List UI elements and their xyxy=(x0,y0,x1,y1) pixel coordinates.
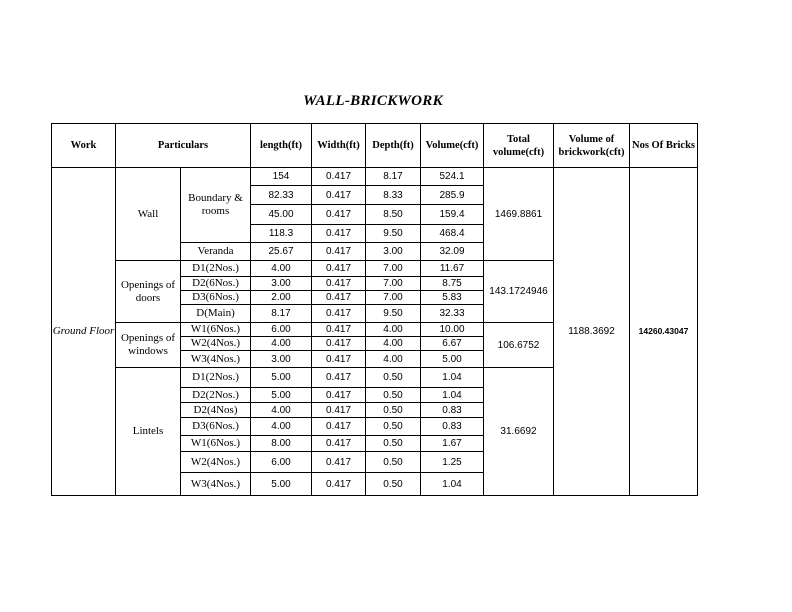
depth-cell: 8.17 xyxy=(366,168,421,186)
length-cell: 118.3 xyxy=(251,225,312,243)
depth-cell: 4.00 xyxy=(366,337,421,351)
header-length: length(ft) xyxy=(251,124,312,168)
group-name-cell: Wall xyxy=(116,168,181,261)
width-cell: 0.417 xyxy=(312,368,366,388)
volume-cell: 1.25 xyxy=(421,452,484,473)
depth-cell: 0.50 xyxy=(366,388,421,403)
length-cell: 82.33 xyxy=(251,186,312,205)
length-cell: 45.00 xyxy=(251,205,312,225)
header-depth: Depth(ft) xyxy=(366,124,421,168)
item-cell: W2(4Nos.) xyxy=(181,452,251,473)
depth-cell: 4.00 xyxy=(366,351,421,368)
length-cell: 3.00 xyxy=(251,277,312,291)
length-cell: 154 xyxy=(251,168,312,186)
group-total-cell: 143.1724946 xyxy=(484,261,554,323)
length-cell: 5.00 xyxy=(251,368,312,388)
item-cell: D1(2Nos.) xyxy=(181,368,251,388)
depth-cell: 7.00 xyxy=(366,291,421,305)
width-cell: 0.417 xyxy=(312,403,366,418)
header-total-volume: Total volume(cft) xyxy=(484,124,554,168)
volume-cell: 32.33 xyxy=(421,305,484,323)
page-title: WALL-BRICKWORK xyxy=(303,93,443,109)
group-name-cell: Openings of windows xyxy=(116,323,181,368)
length-cell: 3.00 xyxy=(251,351,312,368)
width-cell: 0.417 xyxy=(312,205,366,225)
width-cell: 0.417 xyxy=(312,436,366,452)
depth-cell: 7.00 xyxy=(366,261,421,277)
item-cell: D2(4Nos) xyxy=(181,403,251,418)
width-cell: 0.417 xyxy=(312,337,366,351)
length-cell: 5.00 xyxy=(251,388,312,403)
width-cell: 0.417 xyxy=(312,261,366,277)
brickwork-table xyxy=(51,123,698,496)
table-row xyxy=(52,168,698,186)
depth-cell: 0.50 xyxy=(366,473,421,496)
volume-cell: 32.09 xyxy=(421,243,484,261)
subgroup-name-cell: Boundary & rooms xyxy=(181,168,251,243)
length-cell: 4.00 xyxy=(251,403,312,418)
volume-cell: 285.9 xyxy=(421,186,484,205)
width-cell: 0.417 xyxy=(312,291,366,305)
width-cell: 0.417 xyxy=(312,243,366,261)
header-particulars: Particulars xyxy=(116,124,251,168)
depth-cell: 4.00 xyxy=(366,323,421,337)
width-cell: 0.417 xyxy=(312,186,366,205)
header-work: Work xyxy=(52,124,116,168)
volume-cell: 1.04 xyxy=(421,388,484,403)
item-cell: W2(4Nos.) xyxy=(181,337,251,351)
length-cell: 25.67 xyxy=(251,243,312,261)
item-cell: D3(6Nos.) xyxy=(181,291,251,305)
depth-cell: 0.50 xyxy=(366,452,421,473)
depth-cell: 9.50 xyxy=(366,305,421,323)
header-nos-bricks: Nos Of Bricks xyxy=(630,124,698,168)
item-cell: W1(6Nos.) xyxy=(181,323,251,337)
item-cell: D1(2Nos.) xyxy=(181,261,251,277)
group-total-cell: 106.6752 xyxy=(484,323,554,368)
width-cell: 0.417 xyxy=(312,473,366,496)
group-total-cell: 31.6692 xyxy=(484,368,554,496)
volume-cell: 10.00 xyxy=(421,323,484,337)
volume-cell: 11.67 xyxy=(421,261,484,277)
length-cell: 6.00 xyxy=(251,452,312,473)
depth-cell: 3.00 xyxy=(366,243,421,261)
length-cell: 4.00 xyxy=(251,418,312,436)
item-cell: W1(6Nos.) xyxy=(181,436,251,452)
length-cell: 8.00 xyxy=(251,436,312,452)
depth-cell: 8.33 xyxy=(366,186,421,205)
width-cell: 0.417 xyxy=(312,452,366,473)
volume-cell: 524.1 xyxy=(421,168,484,186)
volume-cell: 1.04 xyxy=(421,368,484,388)
header-row xyxy=(52,124,698,168)
length-cell: 5.00 xyxy=(251,473,312,496)
item-cell: W3(4Nos.) xyxy=(181,473,251,496)
volume-cell: 5.83 xyxy=(421,291,484,305)
length-cell: 2.00 xyxy=(251,291,312,305)
width-cell: 0.417 xyxy=(312,305,366,323)
item-cell: D2(6Nos.) xyxy=(181,277,251,291)
width-cell: 0.417 xyxy=(312,388,366,403)
width-cell: 0.417 xyxy=(312,225,366,243)
volume-cell: 0.83 xyxy=(421,403,484,418)
width-cell: 0.417 xyxy=(312,168,366,186)
subgroup-name-cell: Veranda xyxy=(181,243,251,261)
length-cell: 4.00 xyxy=(251,261,312,277)
volume-cell: 8.75 xyxy=(421,277,484,291)
width-cell: 0.417 xyxy=(312,277,366,291)
volume-cell: 0.83 xyxy=(421,418,484,436)
header-width: Width(ft) xyxy=(312,124,366,168)
volume-cell: 1.04 xyxy=(421,473,484,496)
volume-cell: 6.67 xyxy=(421,337,484,351)
depth-cell: 0.50 xyxy=(366,418,421,436)
item-cell: D3(6Nos.) xyxy=(181,418,251,436)
header-brickwork-volume: Volume of brickwork(cft) xyxy=(554,124,630,168)
brickwork-volume-cell: 1188.3692 xyxy=(554,168,630,496)
width-cell: 0.417 xyxy=(312,323,366,337)
group-total-cell: 1469.8861 xyxy=(484,168,554,261)
volume-cell: 1.67 xyxy=(421,436,484,452)
nos-bricks-cell: 14260.43047 xyxy=(630,168,698,496)
header-volume: Volume(cft) xyxy=(421,124,484,168)
width-cell: 0.417 xyxy=(312,418,366,436)
item-cell: W3(4Nos.) xyxy=(181,351,251,368)
length-cell: 8.17 xyxy=(251,305,312,323)
group-name-cell: Lintels xyxy=(116,368,181,496)
work-cell: Ground Floor xyxy=(52,168,116,496)
item-cell: D2(2Nos.) xyxy=(181,388,251,403)
depth-cell: 8.50 xyxy=(366,205,421,225)
width-cell: 0.417 xyxy=(312,351,366,368)
group-name-cell: Openings of doors xyxy=(116,261,181,323)
volume-cell: 159.4 xyxy=(421,205,484,225)
depth-cell: 0.50 xyxy=(366,368,421,388)
length-cell: 6.00 xyxy=(251,323,312,337)
volume-cell: 468.4 xyxy=(421,225,484,243)
item-cell: D(Main) xyxy=(181,305,251,323)
length-cell: 4.00 xyxy=(251,337,312,351)
depth-cell: 0.50 xyxy=(366,403,421,418)
depth-cell: 0.50 xyxy=(366,436,421,452)
volume-cell: 5.00 xyxy=(421,351,484,368)
depth-cell: 7.00 xyxy=(366,277,421,291)
depth-cell: 9.50 xyxy=(366,225,421,243)
